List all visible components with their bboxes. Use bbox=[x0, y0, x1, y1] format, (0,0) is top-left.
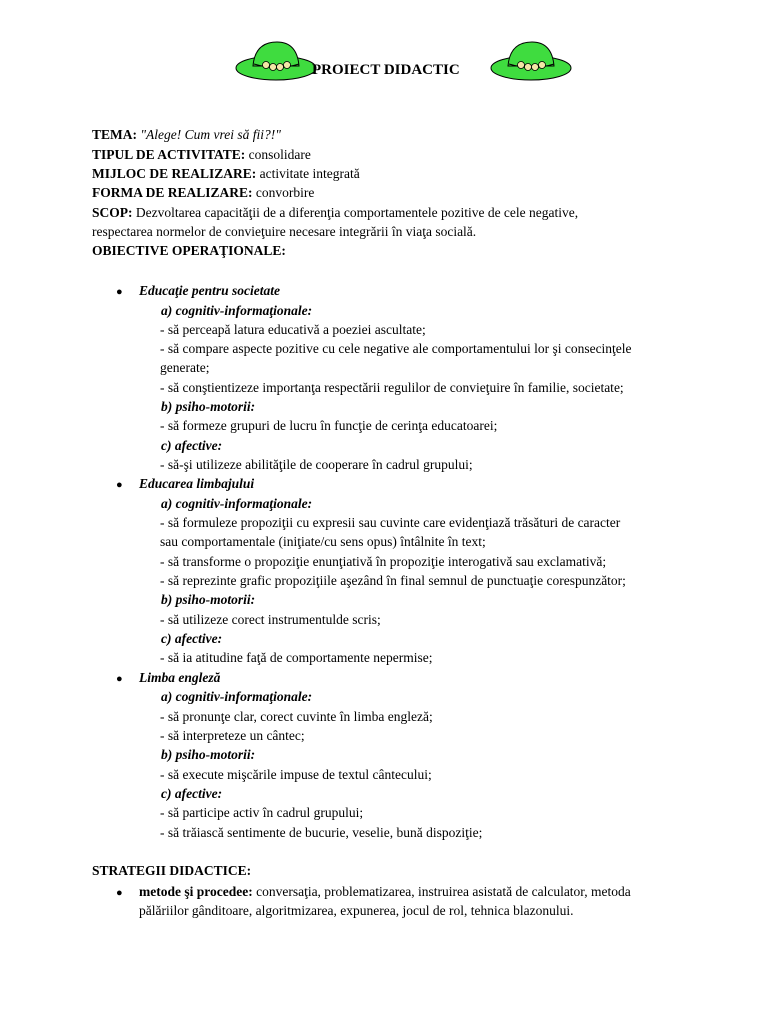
s1-psiho-heading: b) psiho-motorii: bbox=[161, 399, 256, 414]
tema-label: TEMA: bbox=[92, 127, 137, 142]
tipul-line bbox=[92, 147, 311, 163]
s1-a3: - să conştientizeze importanţa respectării regulilor de convieţuire în familie, societate; bbox=[160, 380, 624, 395]
s2-b1: - să utilizeze corect instrumentulde scris; bbox=[160, 612, 381, 627]
tema-value: "Alege! Cum vrei să fii?!" bbox=[140, 127, 281, 142]
bullet-icon: ● bbox=[116, 286, 123, 298]
scop-line bbox=[92, 205, 578, 221]
s3-afective-heading: c) afective: bbox=[161, 786, 223, 801]
s3-b1: - să execute mişcările impuse de textul cântecului; bbox=[160, 767, 432, 782]
strategies-heading: STRATEGII DIDACTICE: bbox=[92, 863, 252, 878]
section-title-societate: Educaţie pentru societate bbox=[139, 283, 280, 298]
s3-cognitive-heading: a) cognitiv-informaţionale: bbox=[161, 689, 313, 704]
s1-afective-heading: c) afective: bbox=[161, 438, 223, 453]
bullet-icon: ● bbox=[116, 673, 123, 685]
scop-text-1: Dezvoltarea capacităţii de a diferenţia comportamentele pozitive de cele negative, bbox=[135, 205, 579, 220]
s3-psiho-heading: b) psiho-motorii: bbox=[161, 747, 256, 762]
bullet-icon: ● bbox=[116, 887, 123, 899]
mijloc-line bbox=[92, 166, 360, 182]
forma-label: FORMA DE REALIZARE: bbox=[92, 185, 253, 200]
scop-label: SCOP: bbox=[92, 205, 133, 220]
page-title: PROIECT DIDACTIC bbox=[312, 62, 460, 78]
bullet-icon: ● bbox=[116, 479, 123, 491]
section-title-engleza: Limba engleză bbox=[139, 670, 221, 685]
forma-line bbox=[92, 185, 314, 201]
s3-a1: - să pronunţe clar, corect cuvinte în limba engleză; bbox=[160, 709, 433, 724]
mijloc-value: activitate integrată bbox=[259, 166, 360, 181]
green-hat-left-icon bbox=[233, 38, 319, 84]
strategies-item-text-2: pălăriilor gânditoare, algoritmizarea, expunerea, jocul de rol, tehnica blazonului. bbox=[139, 903, 574, 918]
strategies-item-label: metode şi procedee: bbox=[139, 884, 253, 899]
forma-value: convorbire bbox=[255, 185, 315, 200]
s3-a2: - să interpreteze un cântec; bbox=[160, 728, 305, 743]
s2-a2: - să transforme o propoziţie enunţiativă în propoziţie interogativă sau exclamativă; bbox=[160, 554, 607, 569]
s2-psiho-heading: b) psiho-motorii: bbox=[161, 592, 256, 607]
s2-c1: - să ia atitudine faţă de comportamente nepermise; bbox=[160, 650, 433, 665]
s1-a2b: generate; bbox=[160, 360, 210, 375]
mijloc-label: MIJLOC DE REALIZARE: bbox=[92, 166, 257, 181]
strategies-item-text-1: conversaţia, problematizarea, instruirea asistată de calculator, metoda bbox=[256, 884, 631, 899]
strategies-line-1 bbox=[139, 884, 631, 900]
section-title-limbaj: Educarea limbajului bbox=[139, 476, 255, 491]
s1-a1: - să perceapă latura educativă a poeziei ascultate; bbox=[160, 322, 426, 337]
objectives-heading: OBIECTIVE OPERAŢIONALE: bbox=[92, 243, 286, 258]
green-hat-right-icon bbox=[488, 38, 574, 84]
tipul-label: TIPUL DE ACTIVITATE: bbox=[92, 147, 246, 162]
s1-b1: - să formeze grupuri de lucru în funcţie de cerinţa educatoarei; bbox=[160, 418, 498, 433]
s2-afective-heading: c) afective: bbox=[161, 631, 223, 646]
tipul-value: consolidare bbox=[248, 147, 311, 162]
s1-c1: - să-şi utilizeze abilităţile de cooperare în cadrul grupului; bbox=[160, 457, 473, 472]
s1-cognitive-heading: a) cognitiv-informaţionale: bbox=[161, 303, 313, 318]
s2-cognitive-heading: a) cognitiv-informaţionale: bbox=[161, 496, 313, 511]
tema-line bbox=[92, 127, 281, 143]
s3-c2: - să trăiască sentimente de bucurie, veselie, bună dispoziţie; bbox=[160, 825, 483, 840]
scop-text-2: respectarea normelor de convieţuire necesare integrării în viaţa socială. bbox=[92, 224, 477, 239]
s3-c1: - să participe activ în cadrul grupului; bbox=[160, 805, 364, 820]
s2-a3: - să reprezinte grafic propoziţiile aşezând în final semnul de punctuaţie corespunzător; bbox=[160, 573, 626, 588]
s2-a1b: sau comportamentale (iniţiate/cu sens opus) întâlnite în text; bbox=[160, 534, 486, 549]
s2-a1: - să formuleze propoziţii cu expresii sau cuvinte care evidenţiază trăsături de caracter bbox=[160, 515, 621, 530]
s1-a2: - să compare aspecte pozitive cu cele negative ale comportamentului lor şi consecinţele bbox=[160, 341, 632, 356]
